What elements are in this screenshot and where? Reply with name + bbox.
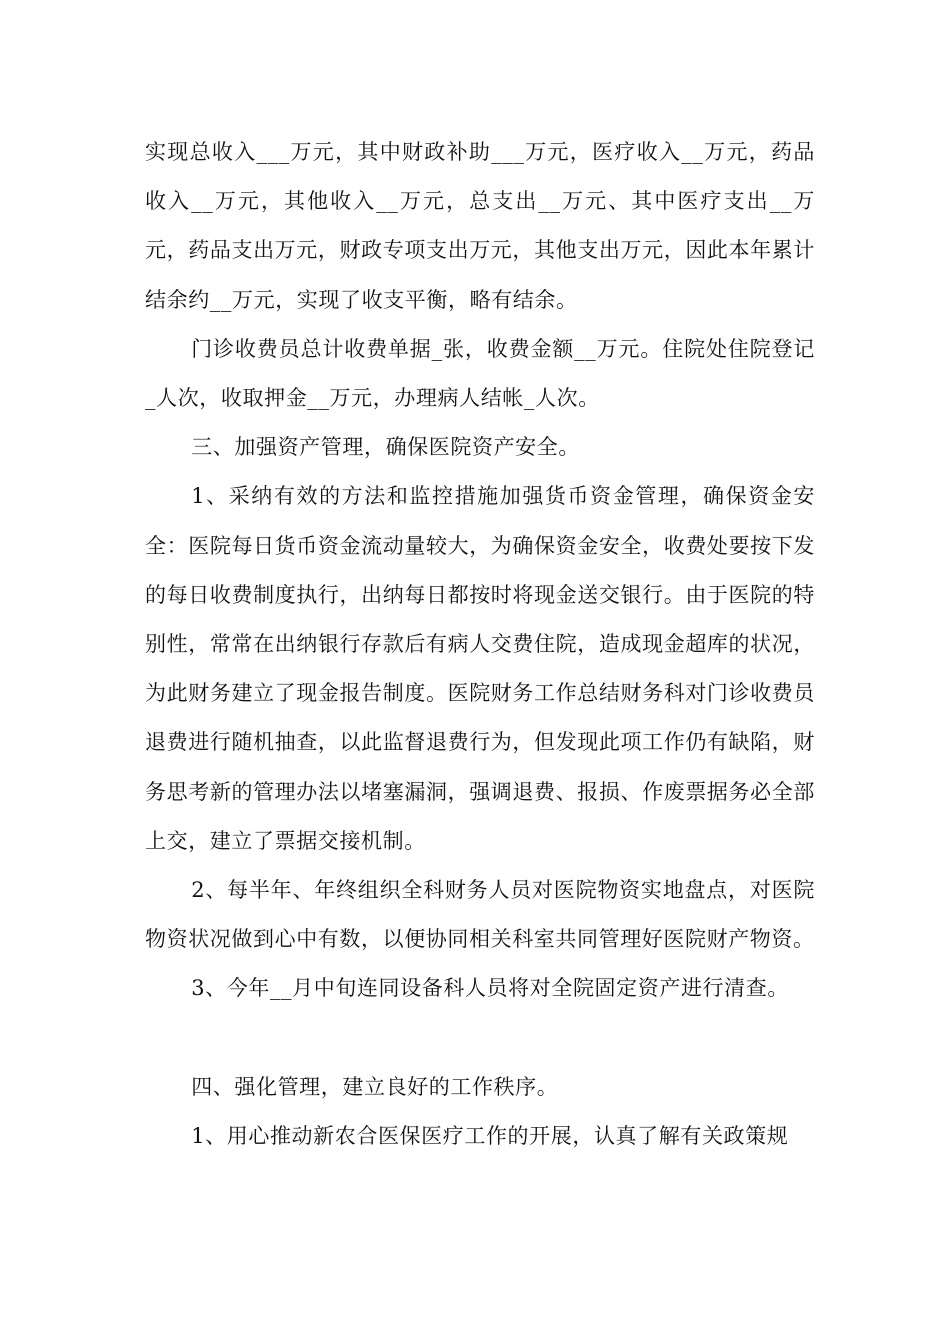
paragraph-item-cash-management: 1、采纳有效的方法和监控措施加强货币资金管理，确保资金安全：医院每日货币资金流动量较大，为确保资金安全，收费处要按下发的每日收费制度执行，出纳每日都按时将现金送交银行。由于医院的特别性，常常在出纳银行存款后有病人交费住院，造成现金超库的状况，为此财务建立了现金报告制度。医院财务工作总结财务科对门诊收费员退费进行随机抽查，以此监督退费行为，但发现此项工作仍有缺陷，财务思考新的管理办法以堵塞漏洞，强调退费、报损、作废票据务必全部上交，建立了票据交接机制。 (145, 484, 815, 853)
paragraph-item-medical-insurance: 1、用心推动新农合医保医疗工作的开展，认真了解有关政策规 (191, 1123, 789, 1148)
document-body (145, 128, 815, 1161)
paragraph-income-summary: 实现总收入___万元，其中财政补助___万元，医疗收入__万元，药品收入__万元，其他收入__万元，总支出__万元、其中医疗支出__万元，药品支出万元，财政专项支出万元，其他支出万元，因此本年累计结余约__万元，实现了收支平衡，略有结余。 (145, 140, 815, 312)
paragraph-outpatient-fees: 门诊收费员总计收费单据_张，收费金额__万元。住院处住院登记_人次，收取押金__万元，办理病人结帐_人次。 (145, 336, 815, 411)
section-heading-work-order: 四、强化管理，建立良好的工作秩序。 (191, 1074, 559, 1099)
paragraph-item-inventory: 2、每半年、年终组织全科财务人员对医院物资实地盘点，对医院物资状况做到心中有数，以便协同相关科室共同管理好医院财产物资。 (145, 878, 815, 952)
section-heading-asset-management: 三、加强资产管理，确保医院资产安全。 (191, 435, 580, 460)
paragraph-spacer (145, 1014, 815, 1063)
paragraph-item-fixed-assets: 3、今年__月中旬连同设备科人员将对全院固定资产进行清查。 (191, 976, 789, 1001)
